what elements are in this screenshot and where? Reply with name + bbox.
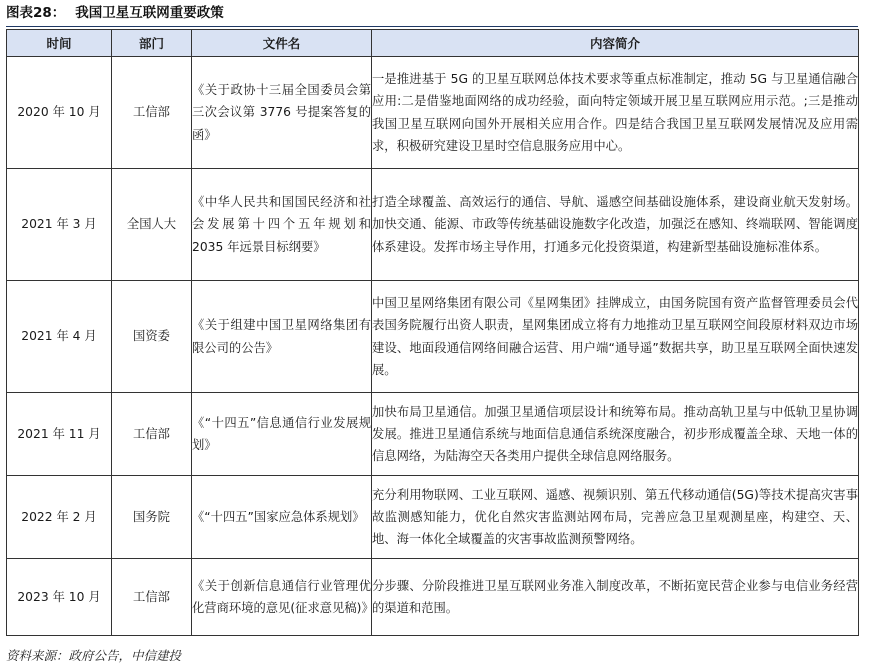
cell-time: 2021 年 4 月 — [7, 281, 112, 393]
cell-document: 《中华人民共和国国民经济和社会发展第十四个五年规划和 2035 年远景目标纲要》 — [192, 169, 372, 281]
header-document: 文件名 — [192, 30, 372, 57]
table-row — [7, 476, 859, 559]
cell-department: 全国人大 — [112, 169, 192, 281]
cell-department: 工信部 — [112, 57, 192, 169]
cell-department: 国务院 — [112, 476, 192, 559]
cell-document: 《关于创新信息通信行业管理优化营商环境的意见(征求意见稿)》 — [192, 559, 372, 636]
figure-label: 图表28： — [6, 5, 66, 21]
cell-department: 工信部 — [112, 393, 192, 476]
cell-summary: 中国卫星网络集团有限公司《星网集团》挂牌成立，由国务院国有资产监督管理委员会代表国务院履行出资人职责，星网集团成立将有力地推动卫星互联网空间段原材料双边市场建设、地面段通信网络间融合运营、用户端“通导遥”数据共享，助卫星互联网全面快速发展。 — [372, 281, 859, 393]
cell-time: 2021 年 3 月 — [7, 169, 112, 281]
cell-summary: 充分利用物联网、工业互联网、遥感、视频识别、第五代移动通信(5G)等技术提高灾害事故监测感知能力，优化自然灾害监测站网布局，完善应急卫星观测星座，构建空、天、地、海一体化全域覆盖的灾害事故监测预警网络。 — [372, 476, 859, 559]
cell-department: 工信部 — [112, 559, 192, 636]
header-time: 时间 — [7, 30, 112, 57]
cell-document: 《关于组建中国卫星网络集团有限公司的公告》 — [192, 281, 372, 393]
policy-table — [6, 29, 859, 636]
figure-title — [6, 2, 224, 24]
table-row — [7, 393, 859, 476]
cell-summary: 一是推进基于 5G 的卫星互联网总体技术要求等重点标准制定，推动 5G 与卫星通信融合应用:二是借鉴地面网络的成功经验，面向特定领域开展卫星互联网应用示范。;三是推动我国卫星互联网向国外开展相关应用合作。四是结合我国卫星互联网发展情况及应用需求，积极研究建设卫星时空信息服务应用中心。 — [372, 57, 859, 169]
cell-document: 《“十四五”信息通信行业发展规划》 — [192, 393, 372, 476]
cell-summary: 分步骤、分阶段推进卫星互联网业务准入制度改革，不断拓宽民营企业参与电信业务经营的渠道和范围。 — [372, 559, 859, 636]
cell-department: 国资委 — [112, 281, 192, 393]
cell-document: 《“十四五”国家应急体系规划》 — [192, 476, 372, 559]
header-department: 部门 — [112, 30, 192, 57]
cell-summary: 打造全球覆盖、高效运行的通信、导航、遥感空间基础设施体系，建设商业航天发射场。加快交通、能源、市政等传统基础设施数字化改造，加强泛在感知、终端联网、智能调度体系建设。发挥市场主导作用，打通多元化投资渠道，构建新型基础设施标准体系。 — [372, 169, 859, 281]
header-summary: 内容简介 — [372, 30, 859, 57]
figure-title-text: 我国卫星互联网重要政策 — [75, 5, 224, 21]
cell-time: 2023 年 10 月 — [7, 559, 112, 636]
table-row — [7, 281, 859, 393]
cell-time: 2020 年 10 月 — [7, 57, 112, 169]
table-header-row — [7, 30, 859, 57]
table-row — [7, 57, 859, 169]
cell-document: 《关于政协十三届全国委员会第三次会议第 3776 号提案答复的函》 — [192, 57, 372, 169]
cell-summary: 加快布局卫星通信。加强卫星通信项层设计和统筹布局。推动高轨卫星与中低轨卫星协调发展。推进卫星通信系统与地面信息通信系统深度融合，初步形成覆盖全球、天地一体的信息网络，为陆海空天各类用户提供全球信息网络服务。 — [372, 393, 859, 476]
table-row — [7, 559, 859, 636]
source-note: 资料来源：政府公告，中信建投 — [6, 648, 182, 663]
cell-time: 2022 年 2 月 — [7, 476, 112, 559]
table-row — [7, 169, 859, 281]
title-rule — [6, 26, 858, 27]
cell-time: 2021 年 11 月 — [7, 393, 112, 476]
